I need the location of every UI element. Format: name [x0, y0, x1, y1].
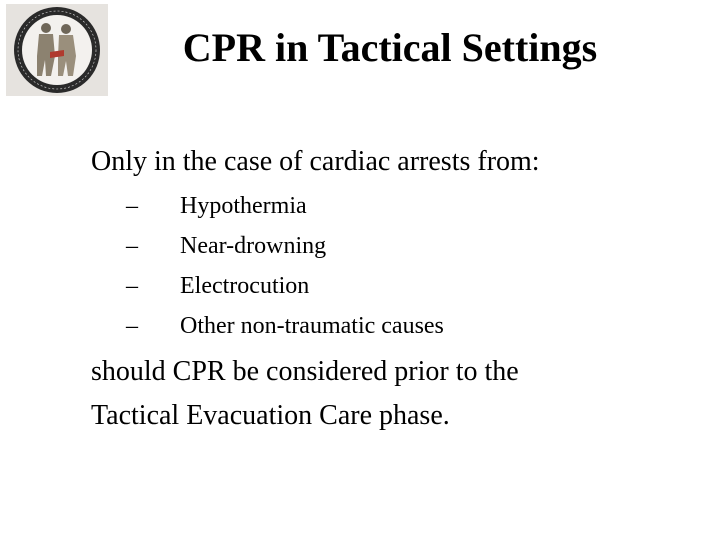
conclusion-line: should CPR be considered prior to the — [91, 356, 519, 387]
dash-bullet-icon: – — [126, 193, 138, 219]
intro-text: Only in the case of cardiac arrests from: — [91, 146, 540, 177]
condition-near-drowning: Near-drowning — [180, 233, 327, 259]
tccc-logo — [6, 4, 108, 96]
conclusion-text — [91, 350, 519, 438]
dash-bullet-icon: – — [126, 233, 138, 259]
condition-hypothermia: Hypothermia — [180, 193, 307, 219]
condition-electrocution: Electrocution — [180, 273, 310, 299]
condition-other-non-traumatic: Other non-traumatic causes — [180, 313, 444, 339]
conclusion-line: Tactical Evacuation Care phase. — [91, 400, 450, 431]
dash-bullet-icon: – — [126, 313, 138, 339]
tactical-combat-casualty-care-emblem-icon — [6, 4, 108, 96]
dash-bullet-icon: – — [126, 273, 138, 299]
slide-title: CPR in Tactical Settings — [182, 25, 598, 70]
